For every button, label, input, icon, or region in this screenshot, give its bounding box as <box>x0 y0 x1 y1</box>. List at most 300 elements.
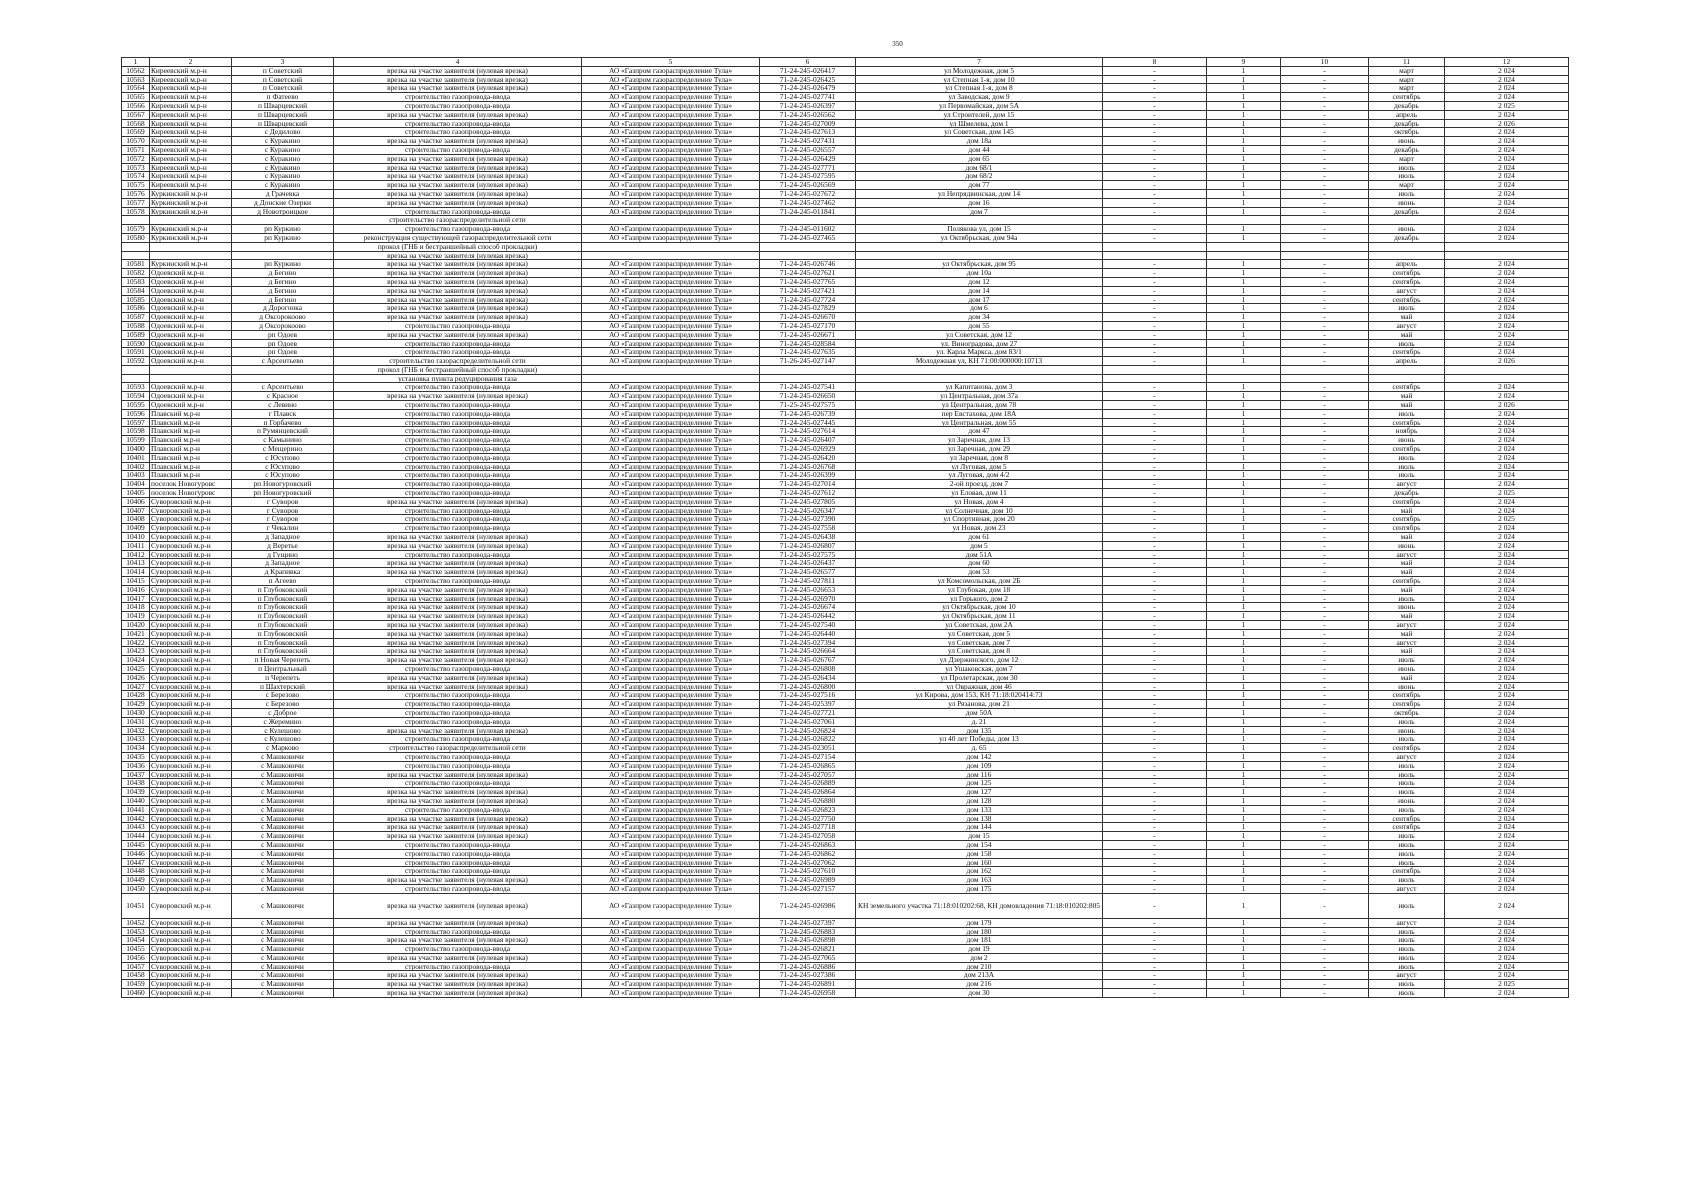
cell-district: Одоевский м.р-н <box>150 269 232 278</box>
cell-col-8: - <box>1103 163 1207 172</box>
cell-organization: АО «Газпром газораспределение Тула» <box>582 137 760 146</box>
cell-year: 2 024 <box>1445 506 1569 515</box>
cell-address <box>856 374 1103 383</box>
cell-year <box>1445 216 1569 225</box>
cell-row-number: 10437 <box>122 770 150 779</box>
cell-row-number: 10457 <box>122 962 150 971</box>
table-row <box>122 321 1569 330</box>
cell-organization: АО «Газпром газораспределение Тула» <box>582 489 760 498</box>
cell-application-number: 71-24-245-027718 <box>760 823 856 832</box>
cell-settlement: с Куракино <box>232 154 334 163</box>
cell-col-8: - <box>1103 260 1207 269</box>
cell-col-8: - <box>1103 559 1207 568</box>
cell-district: Суворовский м.р-н <box>150 752 232 761</box>
cell-district: Суворовский м.р-н <box>150 594 232 603</box>
cell-row-number: 10436 <box>122 761 150 770</box>
cell-settlement: д Гущино <box>232 550 334 559</box>
cell-col-8: - <box>1103 770 1207 779</box>
cell-row-number: 10569 <box>122 128 150 137</box>
cell-month: март <box>1369 66 1445 75</box>
cell-col-9: 1 <box>1207 594 1281 603</box>
cell-col-8: - <box>1103 445 1207 454</box>
cell-address: дом 162 <box>856 867 1103 876</box>
cell-col-10: - <box>1281 814 1369 823</box>
cell-row-number: 10441 <box>122 805 150 814</box>
cell-col-10: - <box>1281 497 1369 506</box>
cell-month: июль <box>1369 832 1445 841</box>
cell-application-number: 71-24-245-025397 <box>760 700 856 709</box>
cell-year: 2 024 <box>1445 664 1569 673</box>
table-row <box>122 374 1569 383</box>
cell-settlement: п Глубоковский <box>232 647 334 656</box>
cell-row-number: 10428 <box>122 691 150 700</box>
cell-address <box>856 216 1103 225</box>
cell-district: Суворовский м.р-н <box>150 867 232 876</box>
cell-col-10: - <box>1281 621 1369 630</box>
cell-col-9: 1 <box>1207 664 1281 673</box>
cell-district: Суворовский м.р-н <box>150 779 232 788</box>
cell-settlement: с Машковичи <box>232 953 334 962</box>
cell-year: 2 024 <box>1445 744 1569 753</box>
cell-row-number: 10434 <box>122 744 150 753</box>
cell-application-number: 71-24-245-026822 <box>760 735 856 744</box>
cell-organization <box>582 216 760 225</box>
cell-col-9: 1 <box>1207 726 1281 735</box>
cell-settlement: с Машковичи <box>232 971 334 980</box>
cell-row-number: 10408 <box>122 515 150 524</box>
cell-year: 2 024 <box>1445 321 1569 330</box>
cell-row-number: 10446 <box>122 849 150 858</box>
cell-year: 2 026 <box>1445 119 1569 128</box>
cell-col-9: 1 <box>1207 559 1281 568</box>
cell-organization: АО «Газпром газораспределение Тула» <box>582 93 760 102</box>
cell-year: 2 025 <box>1445 101 1569 110</box>
cell-work-type: врезка на участке заявителя (нулевая врезка) <box>334 163 582 172</box>
cell-month: март <box>1369 75 1445 84</box>
cell-row-number: 10413 <box>122 559 150 568</box>
cell-month: сентябрь <box>1369 348 1445 357</box>
cell-district: Плавский м.р-н <box>150 427 232 436</box>
cell-address: ул Рязанова, дом 21 <box>856 700 1103 709</box>
cell-organization: АО «Газпром газораспределение Тула» <box>582 876 760 885</box>
cell-row-number: 10435 <box>122 752 150 761</box>
cell-month: сентябрь <box>1369 577 1445 586</box>
cell-work-type: строительство газопровода-ввода <box>334 550 582 559</box>
cell-organization: АО «Газпром газораспределение Тула» <box>582 427 760 436</box>
cell-month <box>1369 242 1445 251</box>
cell-district: Суворовский м.р-н <box>150 524 232 533</box>
cell-work-type: строительство газопровода-ввода <box>334 321 582 330</box>
cell-month: июль <box>1369 858 1445 867</box>
cell-district: Суворовский м.р-н <box>150 629 232 638</box>
cell-organization: АО «Газпром газораспределение Тула» <box>582 304 760 313</box>
cell-col-10 <box>1281 365 1369 374</box>
cell-organization: АО «Газпром газораспределение Тула» <box>582 110 760 119</box>
cell-col-10: - <box>1281 849 1369 858</box>
cell-col-10: - <box>1281 953 1369 962</box>
cell-district: Суворовский м.р-н <box>150 962 232 971</box>
cell-application-number: 71-24-245-026397 <box>760 101 856 110</box>
cell-year: 2 026 <box>1445 357 1569 366</box>
cell-row-number: 10425 <box>122 664 150 673</box>
cell-work-type: врезка на участке заявителя (нулевая врезка) <box>334 989 582 998</box>
cell-row-number: 10411 <box>122 541 150 550</box>
cell-col-8: - <box>1103 550 1207 559</box>
cell-address: дом 133 <box>856 805 1103 814</box>
cell-work-type: строительство газопровода-ввода <box>334 708 582 717</box>
cell-work-type: врезка на участке заявителя (нулевая врезка) <box>334 629 582 638</box>
cell-col-9: 1 <box>1207 779 1281 788</box>
cell-col-8: - <box>1103 427 1207 436</box>
cell-work-type: врезка на участке заявителя (нулевая врезка) <box>334 788 582 797</box>
cell-address: дом 18а <box>856 137 1103 146</box>
cell-year: 2 024 <box>1445 453 1569 462</box>
cell-address: дом 68/1 <box>856 163 1103 172</box>
cell-row-number: 10415 <box>122 577 150 586</box>
cell-month: декабрь <box>1369 101 1445 110</box>
cell-month: июнь <box>1369 726 1445 735</box>
cell-row-number: 10583 <box>122 277 150 286</box>
cell-col-9: 1 <box>1207 75 1281 84</box>
cell-organization: АО «Газпром газораспределение Тула» <box>582 752 760 761</box>
cell-work-type: врезка на участке заявителя (нулевая врезка) <box>334 876 582 885</box>
cell-application-number: 71-24-245-026739 <box>760 409 856 418</box>
cell-row-number: 10454 <box>122 936 150 945</box>
cell-col-8: - <box>1103 418 1207 427</box>
table-row <box>122 867 1569 876</box>
cell-application-number: 71-24-245-027721 <box>760 708 856 717</box>
cell-organization: АО «Газпром газораспределение Тула» <box>582 163 760 172</box>
cell-district: Одоевский м.р-н <box>150 321 232 330</box>
cell-col-9: 1 <box>1207 277 1281 286</box>
cell-col-9: 1 <box>1207 585 1281 594</box>
cell-organization: АО «Газпром газораспределение Тула» <box>582 277 760 286</box>
cell-address: дом 179 <box>856 918 1103 927</box>
cell-work-type: строительство газопровода-ввода <box>334 93 582 102</box>
cell-settlement: с Машковичи <box>232 893 334 918</box>
cell-col-8: - <box>1103 101 1207 110</box>
cell-row-number: 10426 <box>122 673 150 682</box>
cell-col-10: - <box>1281 198 1369 207</box>
cell-application-number: 71-24-245-026862 <box>760 849 856 858</box>
cell-address: ул Солнечная, дом 10 <box>856 506 1103 515</box>
cell-col-10: - <box>1281 339 1369 348</box>
cell-address: ул Центральная, дом 55 <box>856 418 1103 427</box>
cell-address: ул Луговая, дом 4/2 <box>856 471 1103 480</box>
cell-work-type: строительство газопровода-ввода <box>334 717 582 726</box>
cell-col-9 <box>1207 242 1281 251</box>
cell-col-8: - <box>1103 471 1207 480</box>
cell-organization: АО «Газпром газораспределение Тула» <box>582 629 760 638</box>
cell-year: 2 025 <box>1445 515 1569 524</box>
cell-address: ул Капитанова, дом 3 <box>856 383 1103 392</box>
cell-row-number: 10407 <box>122 506 150 515</box>
cell-work-type: строительство газопровода-ввода <box>334 962 582 971</box>
table-row <box>122 198 1569 207</box>
cell-district <box>150 374 232 383</box>
cell-col-10: - <box>1281 506 1369 515</box>
cell-year: 2 024 <box>1445 708 1569 717</box>
cell-row-number: 10416 <box>122 585 150 594</box>
cell-col-9: 1 <box>1207 418 1281 427</box>
cell-district: Плавский м.р-н <box>150 418 232 427</box>
cell-application-number: 71-24-245-026863 <box>760 840 856 849</box>
cell-settlement: с Машковичи <box>232 761 334 770</box>
cell-month: август <box>1369 480 1445 489</box>
cell-row-number: 10584 <box>122 286 150 295</box>
cell-application-number: 71-24-245-026898 <box>760 936 856 945</box>
table-row <box>122 154 1569 163</box>
table-row <box>122 357 1569 366</box>
cell-work-type: врезка на участке заявителя (нулевая врезка) <box>334 189 582 198</box>
cell-row-number: 10566 <box>122 101 150 110</box>
table-row <box>122 656 1569 665</box>
cell-col-9: 1 <box>1207 735 1281 744</box>
cell-month: декабрь <box>1369 145 1445 154</box>
cell-col-10: - <box>1281 295 1369 304</box>
cell-settlement: п Шварцевский <box>232 110 334 119</box>
cell-row-number: 10580 <box>122 233 150 242</box>
cell-year: 2 024 <box>1445 647 1569 656</box>
cell-work-type: врезка на участке заявителя (нулевая врезка) <box>334 682 582 691</box>
cell-address: дом 10а <box>856 269 1103 278</box>
table-row <box>122 612 1569 621</box>
cell-year: 2 024 <box>1445 198 1569 207</box>
cell-month: июль <box>1369 927 1445 936</box>
cell-col-9: 1 <box>1207 436 1281 445</box>
cell-application-number: 71-24-245-026929 <box>760 445 856 454</box>
cell-district: поселок Новогуровс <box>150 480 232 489</box>
table-row <box>122 858 1569 867</box>
cell-col-10: - <box>1281 603 1369 612</box>
cell-address: ул Горького, дом 2 <box>856 594 1103 603</box>
cell-work-type: врезка на участке заявителя (нулевая врезка) <box>334 568 582 577</box>
cell-col-9: 1 <box>1207 989 1281 998</box>
cell-row-number: 10458 <box>122 971 150 980</box>
cell-col-9: 1 <box>1207 233 1281 242</box>
table-row <box>122 313 1569 322</box>
cell-work-type: врезка на участке заявителя (нулевая врезка) <box>334 198 582 207</box>
cell-row-number: 10449 <box>122 876 150 885</box>
cell-col-9 <box>1207 216 1281 225</box>
column-header-2: 2 <box>150 58 232 67</box>
cell-row-number: 10414 <box>122 568 150 577</box>
cell-row-number: 10442 <box>122 814 150 823</box>
table-row <box>122 840 1569 849</box>
cell-col-9: 1 <box>1207 330 1281 339</box>
cell-application-number: 71-24-245-026437 <box>760 559 856 568</box>
cell-row-number: 10438 <box>122 779 150 788</box>
cell-address: ул Луговая, дом 5 <box>856 462 1103 471</box>
cell-district: Суворовский м.р-н <box>150 805 232 814</box>
cell-col-9: 1 <box>1207 761 1281 770</box>
cell-month: май <box>1369 647 1445 656</box>
cell-year: 2 024 <box>1445 858 1569 867</box>
cell-row-number: 10427 <box>122 682 150 691</box>
cell-organization: АО «Газпром газораспределение Тула» <box>582 506 760 515</box>
cell-district: Плавский м.р-н <box>150 471 232 480</box>
cell-settlement: с Дедилово <box>232 128 334 137</box>
cell-row-number: 10589 <box>122 330 150 339</box>
cell-col-10: - <box>1281 145 1369 154</box>
cell-col-10: - <box>1281 568 1369 577</box>
cell-month: сентябрь <box>1369 524 1445 533</box>
table-row <box>122 971 1569 980</box>
cell-organization: АО «Газпром газораспределение Тула» <box>582 401 760 410</box>
cell-address: дом 125 <box>856 779 1103 788</box>
cell-year: 2 024 <box>1445 603 1569 612</box>
cell-organization: АО «Газпром газораспределение Тула» <box>582 145 760 154</box>
cell-application-number: 71-24-245-027613 <box>760 128 856 137</box>
cell-col-10: - <box>1281 163 1369 172</box>
cell-col-10: - <box>1281 154 1369 163</box>
cell-month: июль <box>1369 304 1445 313</box>
cell-district: Куркинский м.р-н <box>150 260 232 269</box>
cell-work-type: строительство газопровода-ввода <box>334 145 582 154</box>
cell-col-8: - <box>1103 401 1207 410</box>
cell-col-9: 1 <box>1207 295 1281 304</box>
cell-month: май <box>1369 392 1445 401</box>
cell-settlement: п Глубоковский <box>232 621 334 630</box>
table-row <box>122 462 1569 471</box>
cell-col-9: 1 <box>1207 814 1281 823</box>
cell-col-9: 1 <box>1207 682 1281 691</box>
table-row <box>122 876 1569 885</box>
cell-month: июль <box>1369 945 1445 954</box>
cell-work-type: строительство газопровода-ввода <box>334 128 582 137</box>
cell-district: Суворовский м.р-н <box>150 550 232 559</box>
cell-year: 2 024 <box>1445 638 1569 647</box>
cell-col-8: - <box>1103 489 1207 498</box>
cell-district: Суворовский м.р-н <box>150 638 232 647</box>
table-row <box>122 189 1569 198</box>
cell-organization: АО «Газпром газораспределение Тула» <box>582 884 760 893</box>
cell-district: Киреевский м.р-н <box>150 172 232 181</box>
cell-address: ул Новая, дом 23 <box>856 524 1103 533</box>
table-row <box>122 594 1569 603</box>
cell-col-9: 1 <box>1207 884 1281 893</box>
cell-col-10: - <box>1281 647 1369 656</box>
table-row <box>122 427 1569 436</box>
cell-col-9: 1 <box>1207 181 1281 190</box>
cell-col-10: - <box>1281 796 1369 805</box>
cell-col-8: - <box>1103 497 1207 506</box>
cell-address: ул Центральная, дом 37а <box>856 392 1103 401</box>
cell-application-number: 71-24-245-026880 <box>760 796 856 805</box>
cell-col-8: - <box>1103 181 1207 190</box>
cell-month: сентябрь <box>1369 445 1445 454</box>
cell-organization: АО «Газпром газораспределение Тула» <box>582 75 760 84</box>
cell-col-8: - <box>1103 506 1207 515</box>
cell-col-8: - <box>1103 453 1207 462</box>
cell-month: апрель <box>1369 357 1445 366</box>
cell-settlement: рп Куркино <box>232 233 334 242</box>
cell-col-10: - <box>1281 823 1369 832</box>
cell-settlement: д Бегино <box>232 269 334 278</box>
cell-col-9: 1 <box>1207 145 1281 154</box>
cell-settlement: д Бегино <box>232 277 334 286</box>
cell-col-9: 1 <box>1207 524 1281 533</box>
cell-organization: АО «Газпром газораспределение Тула» <box>582 445 760 454</box>
cell-year: 2 024 <box>1445 656 1569 665</box>
cell-district: Суворовский м.р-н <box>150 533 232 542</box>
cell-district: Киреевский м.р-н <box>150 84 232 93</box>
cell-month: май <box>1369 559 1445 568</box>
cell-organization: АО «Газпром газораспределение Тула» <box>582 796 760 805</box>
cell-year: 2 024 <box>1445 189 1569 198</box>
cell-organization: АО «Газпром газораспределение Тула» <box>582 497 760 506</box>
cell-district: Куркинский м.р-н <box>150 207 232 216</box>
cell-year: 2 024 <box>1445 788 1569 797</box>
cell-address: дом 7 <box>856 207 1103 216</box>
cell-district: Суворовский м.р-н <box>150 708 232 717</box>
cell-work-type: врезка на участке заявителя (нулевая врезка) <box>334 497 582 506</box>
cell-work-type: строительство газопровода-ввода <box>334 489 582 498</box>
cell-col-9 <box>1207 365 1281 374</box>
cell-row-number: 10439 <box>122 788 150 797</box>
cell-organization <box>582 365 760 374</box>
cell-application-number: 71-24-245-027157 <box>760 884 856 893</box>
cell-row-number: 10418 <box>122 603 150 612</box>
cell-col-8: - <box>1103 761 1207 770</box>
cell-organization: АО «Газпром газораспределение Тула» <box>582 849 760 858</box>
cell-col-10: - <box>1281 313 1369 322</box>
cell-month: сентябрь <box>1369 269 1445 278</box>
cell-district: Суворовский м.р-н <box>150 849 232 858</box>
table-row <box>122 418 1569 427</box>
cell-col-10: - <box>1281 321 1369 330</box>
cell-year: 2 024 <box>1445 735 1569 744</box>
cell-year: 2 024 <box>1445 779 1569 788</box>
cell-application-number: 71-24-245-027394 <box>760 638 856 647</box>
table-row <box>122 691 1569 700</box>
cell-work-type: строительство газопровода-ввода <box>334 445 582 454</box>
cell-row-number: 10447 <box>122 858 150 867</box>
cell-organization: АО «Газпром газораспределение Тула» <box>582 577 760 586</box>
cell-application-number: 71-24-245-027612 <box>760 489 856 498</box>
cell-col-8: - <box>1103 137 1207 146</box>
cell-district: Одоевский м.р-н <box>150 330 232 339</box>
cell-col-9: 1 <box>1207 832 1281 841</box>
cell-col-9: 1 <box>1207 84 1281 93</box>
cell-organization: АО «Газпром газораспределение Тула» <box>582 515 760 524</box>
cell-month: июль <box>1369 462 1445 471</box>
cell-address: ул Шмелева, дом 1 <box>856 119 1103 128</box>
cell-year <box>1445 374 1569 383</box>
cell-settlement: с Машковичи <box>232 770 334 779</box>
cell-col-9: 1 <box>1207 550 1281 559</box>
cell-month: сентябрь <box>1369 823 1445 832</box>
cell-work-type: строительство газопровода-ввода <box>334 577 582 586</box>
cell-organization: АО «Газпром газораспределение Тула» <box>582 945 760 954</box>
cell-year: 2 024 <box>1445 137 1569 146</box>
cell-address: дом 210 <box>856 962 1103 971</box>
cell-row-number <box>122 251 150 260</box>
cell-year: 2 024 <box>1445 876 1569 885</box>
cell-col-10: - <box>1281 436 1369 445</box>
cell-year: 2 024 <box>1445 418 1569 427</box>
cell-row-number: 10444 <box>122 832 150 841</box>
column-header-6: 6 <box>760 58 856 67</box>
column-header-7: 7 <box>856 58 1103 67</box>
cell-district: Киреевский м.р-н <box>150 66 232 75</box>
cell-settlement: с Машковичи <box>232 779 334 788</box>
cell-year: 2 025 <box>1445 489 1569 498</box>
table-header <box>122 58 1569 67</box>
cell-col-10: - <box>1281 735 1369 744</box>
registry-table-container <box>121 57 1568 998</box>
cell-application-number <box>760 251 856 260</box>
